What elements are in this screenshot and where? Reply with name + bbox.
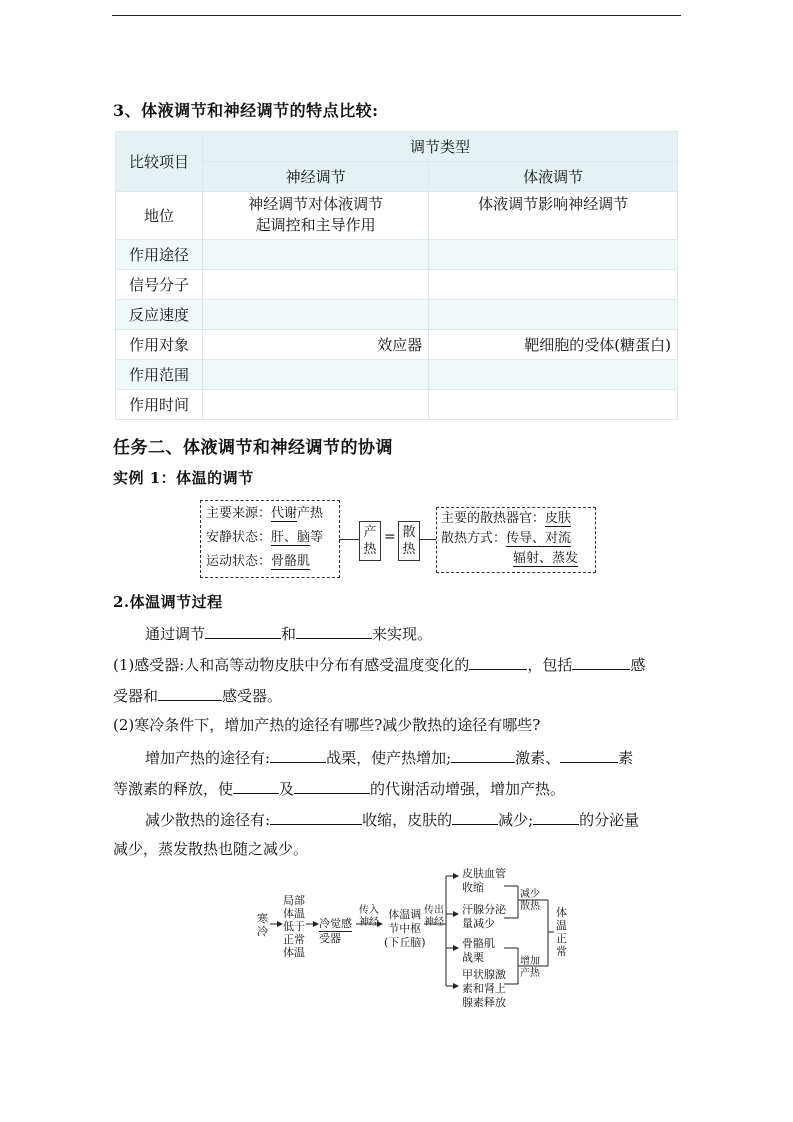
header-humoral: 体液调节 [429,162,678,192]
paragraph-5: 增加产热的途径有: 战栗，使产热增加; 激素、 素 [145,746,633,768]
normal-temp-label: 体 温 正 常 [556,906,567,958]
row-label: 反应速度 [116,300,203,330]
row-nerve-cell: 效应器 [202,330,428,360]
answer-blank[interactable] [294,777,370,794]
equals-sign: = [384,529,396,545]
table-row [116,240,678,270]
row-label: 作用范围 [116,360,203,390]
effect-hormone-release: 甲状腺激 素和肾上 腺素释放 [462,968,506,1009]
answer-blank[interactable] [270,808,362,825]
section-2-title: 2.体温调节过程 [113,593,223,611]
produce-char: 产 [363,525,377,540]
comparison-table [115,131,678,420]
row-humoral-cell: 靶细胞的受体(糖蛋白) [429,330,678,360]
paragraph-6: 等激素的释放，使 及 的代谢活动增强，增加产热。 [113,777,565,799]
row-humoral-cell [429,240,678,270]
row-label: 信号分子 [116,270,203,300]
effect-skeletal-muscle: 骨骼肌 战栗 [462,937,495,964]
efferent-nerve-label: 传出 神经 [424,905,444,928]
answer-blank[interactable] [452,808,498,825]
table-row [116,360,678,390]
table-row [116,192,678,240]
local-temp-label: 局部 体温 低于 正常 体温 [283,894,305,959]
row-nerve-cell [202,300,428,330]
paragraph-7: 减少散热的途径有: 收缩，皮肤的 减少; 的分泌量 [145,808,639,830]
answer-blank[interactable] [560,746,618,763]
row-humoral-cell: 体液调节影响神经调节 [429,192,678,240]
answer-blank[interactable] [270,746,326,763]
regulation-center-label: 体温调 节中枢 (下丘脑) [384,908,426,949]
section-3-title: 3、体液调节和神经调节的特点比较: [113,101,379,120]
source-line-1: 主要来源：代谢产热 [206,506,324,521]
cold-receptor-label: 冷觉感 受器 [319,917,352,945]
heat-sink-box [436,507,596,573]
source-line-3: 运动状态：骨骼肌 [206,554,311,569]
heat-source-box [200,500,340,578]
answer-blank[interactable] [451,746,515,763]
produce-char: 热 [363,542,377,557]
answer-blank[interactable] [469,653,527,670]
answer-blank[interactable] [296,622,372,639]
example-1-title: 实例 1：体温的调节 [113,469,254,487]
source-line-2: 安静状态：肝、脑等 [206,530,324,545]
row-nerve-cell [202,360,428,390]
reduce-heat-loss-label: 减少 散热 [520,889,540,912]
sink-line-3: 辐射、蒸发 [513,551,579,566]
header-compare-item: 比较项目 [116,132,203,192]
connector-line [420,539,436,540]
row-nerve-cell [202,240,428,270]
table-row [116,330,678,360]
paragraph-1: 通过调节 和 来实现。 [145,622,432,644]
sink-line-2: 散热方式：传导、对流 [441,531,572,546]
dissipate-char: 散 [402,525,416,540]
increase-heat-label: 增加 产热 [520,956,540,979]
answer-blank[interactable] [205,622,281,639]
row-nerve-cell [202,270,428,300]
answer-blank[interactable] [233,777,279,794]
dissipate-char: 热 [402,542,416,557]
heat-production-box [359,521,381,561]
effect-skin-vessel: 皮肤血管 收缩 [462,867,506,894]
header-regulation-type: 调节类型 [202,132,677,162]
table-row [116,390,678,420]
connector-line [339,539,359,540]
paragraph-3: 受器和 感受器。 [113,684,282,706]
header-nerve: 神经调节 [202,162,428,192]
answer-blank[interactable] [533,808,579,825]
row-label: 地位 [116,192,203,240]
heat-dissipation-box [398,521,420,561]
row-nerve-cell [202,390,428,420]
row-humoral-cell [429,300,678,330]
row-nerve-cell [202,192,428,240]
answer-blank[interactable] [572,653,630,670]
answer-blank[interactable] [158,684,222,701]
paragraph-2: (1)感受器:人和高等动物皮肤中分布有感受温度变化的 ，包括 感 [113,653,645,675]
table-row [116,270,678,300]
task-2-title: 任务二、体液调节和神经调节的协调 [113,438,393,458]
paragraph-8: 减少，蒸发散热也随之减少。 [113,840,309,858]
row-label: 作用对象 [116,330,203,360]
cold-label: 寒 冷 [257,912,268,938]
row-humoral-cell [429,360,678,390]
row-humoral-cell [429,390,678,420]
top-rule [112,15,681,16]
row-label: 作用途径 [116,240,203,270]
afferent-nerve-label: 传入 神经 [359,905,379,928]
table-row [116,300,678,330]
sink-line-1: 主要的散热器官：皮肤 [441,511,572,526]
effect-sweat-gland: 汗腺分泌 量减少 [462,903,506,930]
row-label: 作用时间 [116,390,203,420]
paragraph-4: (2)寒冷条件下，增加产热的途径有哪些?减少散热的途径有哪些? [113,716,541,734]
cell-line: 神经调节对体液调节 [248,195,384,213]
cell-line: 起调控和主导作用 [255,216,376,234]
row-humoral-cell [429,270,678,300]
